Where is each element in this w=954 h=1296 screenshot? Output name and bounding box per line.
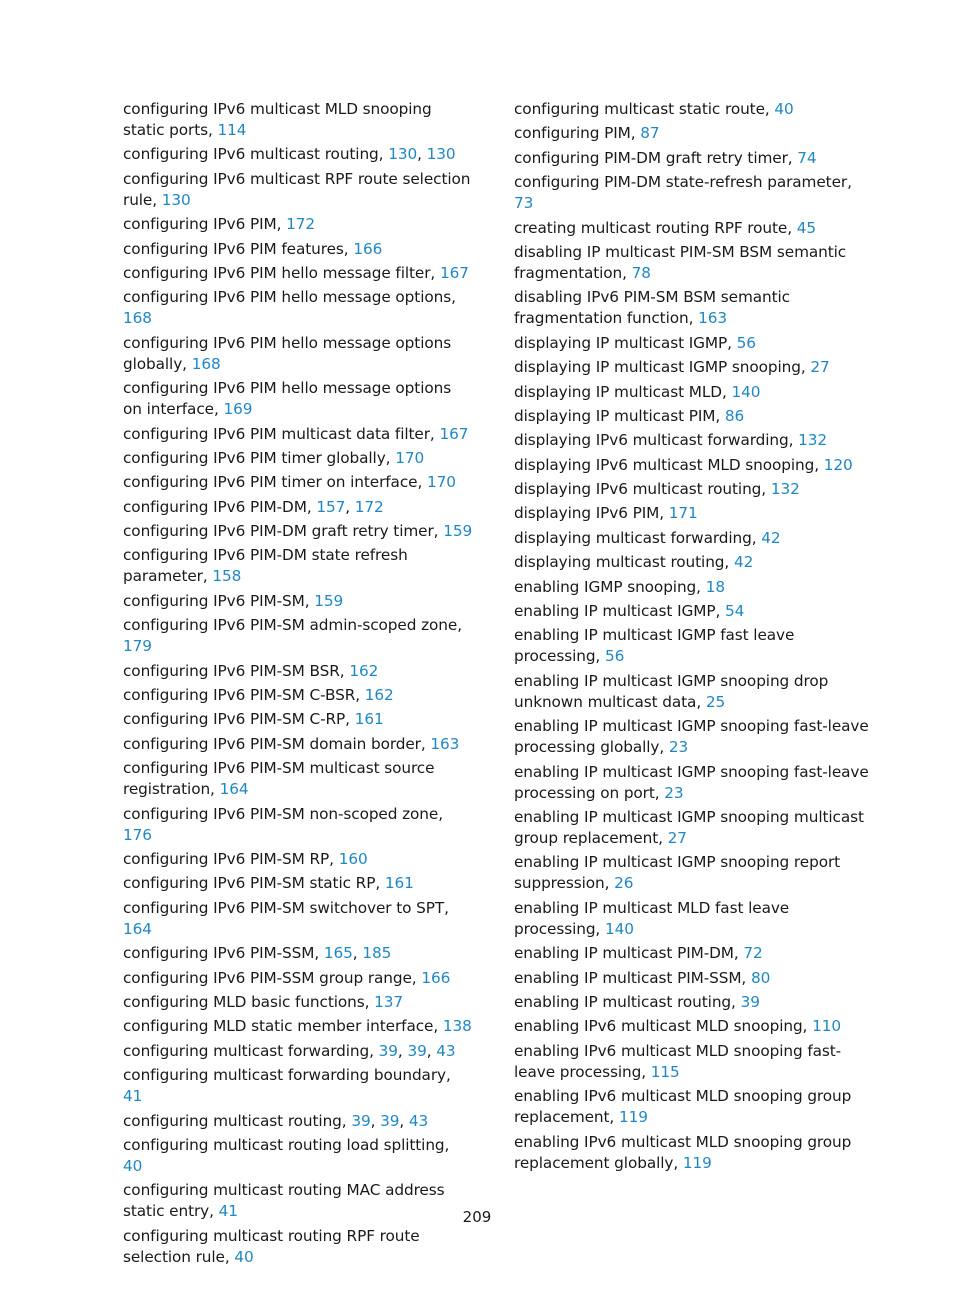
page-link[interactable]: 159 — [314, 591, 344, 610]
index-entry — [514, 1016, 874, 1037]
page-link[interactable]: 119 — [618, 1108, 648, 1127]
page-link[interactable]: 164 — [123, 919, 152, 938]
page-link[interactable]: 130 — [161, 190, 191, 209]
index-term: configuring IPv6 PIM-SM admin-scoped zone, — [123, 616, 462, 635]
page-link[interactable]: 130 — [426, 145, 456, 164]
page-link[interactable]: 162 — [364, 686, 394, 705]
page-link[interactable]: 42 — [761, 528, 781, 547]
index-entry — [514, 333, 874, 354]
index-term: displaying IP multicast PIM, — [514, 406, 725, 425]
index-entry — [123, 898, 473, 940]
page-link[interactable]: 78 — [631, 263, 651, 282]
index-entry — [123, 497, 473, 518]
page-separator: , — [417, 145, 427, 164]
page-link[interactable]: 167 — [439, 424, 469, 443]
index-entry — [514, 382, 874, 403]
page-link[interactable]: 86 — [724, 406, 745, 425]
page-link[interactable]: 167 — [439, 263, 469, 282]
index-entry — [123, 968, 473, 989]
index-entry — [514, 406, 874, 427]
index-entry — [514, 852, 874, 894]
index-term: creating multicast routing RPF route, — [514, 218, 797, 237]
index-entry — [123, 734, 473, 755]
index-entry — [123, 1135, 473, 1177]
index-term: configuring PIM, — [514, 124, 641, 143]
page-link[interactable]: 130 — [388, 145, 418, 164]
index-term: configuring IPv6 PIM features, — [123, 239, 354, 258]
index-term: configuring IPv6 PIM-SSM group range, — [123, 968, 422, 987]
index-entry — [123, 214, 473, 235]
index-term: configuring IPv6 multicast MLD snooping static ports, — [123, 100, 432, 139]
index-term: enabling IP multicast IGMP snooping report suppression, — [514, 853, 841, 893]
index-term: configuring IPv6 PIM-SM multicast source registration, — [123, 759, 435, 799]
page-link[interactable]: 87 — [640, 124, 660, 143]
index-term: enabling IP multicast IGMP snooping fast-leave processing on port, — [514, 762, 869, 802]
index-term: configuring IPv6 PIM-SM BSR, — [123, 661, 350, 680]
index-entry — [123, 849, 473, 870]
index-term: displaying IP multicast IGMP, — [514, 333, 737, 352]
index-entry — [123, 992, 473, 1013]
page-link[interactable]: 115 — [650, 1062, 680, 1081]
index-entry — [123, 661, 473, 682]
index-entry — [123, 448, 473, 469]
index-entry — [514, 172, 874, 214]
index-entry — [123, 263, 473, 284]
page-link[interactable]: 56 — [736, 333, 756, 352]
index-entry — [123, 1041, 473, 1062]
index-term: configuring multicast routing, — [123, 1111, 352, 1130]
page-link[interactable]: 163 — [430, 734, 460, 753]
page-link[interactable]: 119 — [682, 1153, 712, 1172]
index-entry — [514, 357, 874, 378]
index-entry — [514, 552, 874, 573]
index-term: configuring IPv6 PIM hello message options globally, — [123, 333, 452, 373]
index-entry — [514, 430, 874, 451]
index-term: configuring IPv6 PIM-SM switchover to SPT, — [123, 898, 449, 917]
index-term: configuring IPv6 PIM-SM C-RP, — [123, 710, 355, 729]
page-link[interactable]: 26 — [614, 874, 634, 893]
index-entry — [123, 758, 473, 800]
index-entry — [123, 943, 473, 964]
index-entry — [514, 601, 874, 622]
page-link[interactable]: 161 — [384, 874, 414, 893]
page-link[interactable]: 179 — [123, 637, 152, 656]
index-term: configuring IPv6 PIM-SM domain border, — [123, 734, 431, 753]
index-entry — [514, 242, 874, 284]
index-entry — [123, 99, 473, 141]
index-term: configuring multicast forwarding, — [123, 1041, 379, 1060]
page-link[interactable]: 43 — [436, 1041, 456, 1060]
page-link[interactable]: 169 — [223, 400, 253, 419]
index-term: configuring IPv6 PIM-SM static RP, — [123, 874, 385, 893]
index-term: enabling IP multicast IGMP snooping multicast group replacement, — [514, 807, 864, 847]
page-link[interactable]: 132 — [770, 480, 800, 499]
page-link[interactable]: 27 — [667, 828, 687, 847]
index-entry — [123, 144, 473, 165]
index-entry — [514, 762, 874, 804]
index-entry — [514, 287, 874, 329]
page-link[interactable]: 137 — [374, 992, 404, 1011]
index-entry — [514, 671, 874, 713]
index-term: enabling IPv6 multicast MLD snooping group replacement globally, — [514, 1132, 852, 1172]
page-link[interactable]: 171 — [668, 504, 698, 523]
page-link[interactable]: 43 — [408, 1111, 429, 1130]
page-link[interactable]: 56 — [604, 647, 625, 666]
index-entry — [123, 1111, 473, 1132]
index-term: enabling IP multicast PIM-DM, — [514, 944, 744, 963]
index-entry — [123, 591, 473, 612]
index-entry — [123, 424, 473, 445]
page-link[interactable]: 172 — [286, 215, 316, 234]
index-entry — [514, 807, 874, 849]
index-entry — [123, 521, 473, 542]
page-link[interactable]: 54 — [724, 602, 745, 621]
index-entry — [123, 472, 473, 493]
index-term: configuring IPv6 PIM-DM, — [123, 497, 317, 516]
index-term: enabling IPv6 multicast MLD snooping, — [514, 1017, 813, 1036]
index-term: displaying multicast forwarding, — [514, 528, 762, 547]
index-term: configuring IPv6 PIM timer on interface, — [123, 473, 427, 492]
index-entry — [514, 898, 874, 940]
index-term: displaying IPv6 PIM, — [514, 504, 669, 523]
index-entry — [514, 99, 874, 120]
page-link[interactable]: 132 — [798, 431, 828, 450]
index-entry — [514, 968, 874, 989]
page-link[interactable]: 25 — [705, 692, 726, 711]
page-link[interactable]: 164 — [219, 780, 249, 799]
page-link[interactable]: 160 — [338, 849, 368, 868]
page-link[interactable]: 168 — [191, 354, 221, 373]
index-entry — [514, 528, 874, 549]
index-term: enabling IP multicast IGMP snooping fast-leave processing globally, — [514, 717, 869, 757]
index-term: displaying IP multicast MLD, — [514, 382, 732, 401]
index-entry — [514, 455, 874, 476]
index-term: displaying IP multicast IGMP snooping, — [514, 358, 811, 377]
index-term: enabling IPv6 multicast MLD snooping group replacement, — [514, 1087, 852, 1127]
page-link[interactable]: 74 — [797, 148, 817, 167]
page-link[interactable]: 140 — [731, 382, 761, 401]
page-link[interactable]: 168 — [123, 309, 152, 328]
page-link[interactable]: 166 — [421, 968, 451, 987]
index-entry — [123, 239, 473, 260]
page-link[interactable]: 41 — [218, 1202, 238, 1221]
page-link[interactable]: 39 — [378, 1041, 398, 1060]
page-link[interactable]: 39 — [351, 1111, 371, 1130]
index-term: displaying IPv6 multicast routing, — [514, 480, 771, 499]
page-link[interactable]: 39 — [380, 1111, 400, 1130]
page-link[interactable]: 161 — [354, 710, 384, 729]
index-term: configuring IPv6 PIM hello message options on interface, — [123, 379, 452, 419]
page-link[interactable]: 138 — [442, 1017, 472, 1036]
index-term: enabling IP multicast IGMP snooping drop unknown multicast data, — [514, 671, 829, 711]
page-link[interactable]: 45 — [796, 218, 817, 237]
page-link[interactable]: 120 — [823, 455, 853, 474]
index-term: enabling IP multicast PIM-SSM, — [514, 968, 751, 987]
index-entry — [123, 378, 473, 420]
index-term: configuring IPv6 multicast routing, — [123, 145, 389, 164]
index-entry — [514, 1132, 874, 1174]
page-link[interactable]: 176 — [123, 825, 152, 844]
index-term: displaying IPv6 multicast forwarding, — [514, 431, 799, 450]
index-term: configuring MLD static member interface, — [123, 1017, 443, 1036]
index-term: configuring PIM-DM graft retry timer, — [514, 148, 798, 167]
page-link[interactable]: 40 — [774, 100, 794, 118]
index-term: configuring IPv6 PIM-SSM, — [123, 944, 324, 963]
index-entry — [123, 685, 473, 706]
page-link[interactable]: 23 — [664, 783, 684, 802]
page-link[interactable]: 159 — [443, 522, 473, 541]
page-link[interactable]: 185 — [362, 944, 392, 963]
index-term: configuring IPv6 PIM hello message options, — [123, 288, 456, 307]
index-term: configuring IPv6 multicast RPF route selection rule, — [123, 169, 471, 209]
index-column-right — [514, 99, 874, 1177]
index-entry — [123, 1016, 473, 1037]
page-link[interactable]: 27 — [810, 358, 830, 377]
index-entry — [123, 545, 473, 587]
index-column-left — [123, 99, 473, 1271]
index-term: disabling IPv6 PIM-SM BSM semantic fragmentation function, — [514, 288, 790, 328]
page-separator: , — [397, 1041, 408, 1060]
page-separator: , — [399, 1111, 409, 1130]
page-link[interactable]: 158 — [212, 567, 242, 586]
page-separator: , — [345, 497, 355, 516]
index-term: configuring IPv6 PIM-SM RP, — [123, 849, 339, 868]
index-term: enabling IGMP snooping, — [514, 577, 706, 596]
index-entry — [123, 804, 473, 846]
index-term: configuring IPv6 PIM multicast data filter, — [123, 424, 440, 443]
index-entry — [514, 577, 874, 598]
index-entry — [514, 218, 874, 239]
page-link[interactable]: 40 — [123, 1156, 143, 1175]
index-entry — [514, 123, 874, 144]
index-term: configuring IPv6 PIM hello message filter, — [123, 263, 440, 282]
page-separator: , — [352, 944, 363, 963]
index-entry — [123, 873, 473, 894]
index-term: configuring PIM-DM state-refresh parameter, — [514, 173, 852, 192]
index-term: configuring multicast routing MAC address static entry, — [123, 1181, 445, 1221]
index-term: enabling IP multicast IGMP, — [514, 602, 725, 621]
index-entry — [123, 333, 473, 375]
index-entry — [514, 1041, 874, 1083]
index-entry — [123, 1065, 473, 1107]
page-separator: , — [370, 1111, 381, 1130]
page-link[interactable]: 40 — [234, 1247, 254, 1266]
index-entry — [123, 1226, 473, 1268]
index-term: configuring MLD basic functions, — [123, 992, 375, 1011]
page-link[interactable]: 23 — [668, 738, 689, 757]
index-entry — [123, 615, 473, 657]
index-term: configuring IPv6 PIM-DM state refresh parameter, — [123, 546, 408, 586]
page-link[interactable]: 170 — [426, 473, 456, 492]
index-entry — [514, 1086, 874, 1128]
page-link[interactable]: 157 — [316, 497, 346, 516]
page-link[interactable]: 163 — [698, 309, 728, 328]
page-link[interactable]: 162 — [349, 661, 379, 680]
page-link[interactable]: 166 — [353, 239, 383, 258]
index-term: configuring IPv6 PIM-SM, — [123, 591, 315, 610]
index-term: enabling IP multicast MLD fast leave processing, — [514, 898, 790, 938]
index-term: configuring multicast routing RPF route selection rule, — [123, 1226, 420, 1266]
index-entry — [123, 287, 473, 329]
index-term: displaying IPv6 multicast MLD snooping, — [514, 455, 824, 474]
page-link[interactable]: 110 — [812, 1017, 841, 1036]
page-link[interactable]: 114 — [217, 121, 247, 139]
page-number: 209 — [462, 1208, 492, 1226]
index-entry — [514, 992, 874, 1013]
index-term: enabling IP multicast IGMP fast leave processing, — [514, 626, 795, 666]
page-link[interactable]: 42 — [733, 553, 754, 572]
index-entry — [514, 148, 874, 169]
index-term: configuring IPv6 PIM timer globally, — [123, 448, 396, 467]
page-link[interactable]: 170 — [395, 448, 425, 467]
index-term: configuring IPv6 PIM-SM non-scoped zone, — [123, 804, 443, 823]
index-entry — [514, 479, 874, 500]
index-entry — [514, 716, 874, 758]
index-entry — [123, 709, 473, 730]
index-term: disabling IP multicast PIM-SM BSM semantic fragmentation, — [514, 242, 847, 282]
page-link[interactable]: 72 — [743, 944, 763, 963]
index-term: displaying multicast routing, — [514, 553, 734, 572]
page-link[interactable]: 172 — [354, 497, 384, 516]
index-term: configuring IPv6 PIM-DM graft retry timer, — [123, 522, 444, 541]
index-term: enabling IP multicast routing, — [514, 992, 741, 1011]
page-link[interactable]: 39 — [740, 992, 760, 1011]
index-term: configuring IPv6 PIM, — [123, 215, 287, 234]
page-link[interactable]: 39 — [407, 1041, 427, 1060]
page-link[interactable]: 140 — [604, 919, 634, 938]
index-term: enabling IPv6 multicast MLD snooping fast-leave processing, — [514, 1041, 842, 1081]
index-entry — [123, 169, 473, 211]
page-separator: , — [426, 1041, 437, 1060]
index-term: configuring IPv6 PIM-SM C-BSR, — [123, 686, 365, 705]
index-entry — [514, 943, 874, 964]
page-link[interactable]: 165 — [323, 944, 353, 963]
index-term: configuring multicast static route, — [514, 100, 775, 118]
index-term: configuring multicast routing load splitting, — [123, 1135, 450, 1154]
page-link[interactable]: 73 — [514, 194, 534, 213]
page-link[interactable]: 41 — [123, 1087, 143, 1106]
index-term: configuring multicast forwarding boundary, — [123, 1066, 451, 1085]
index-entry — [514, 625, 874, 667]
page-link[interactable]: 18 — [705, 577, 725, 596]
page-link[interactable]: 80 — [750, 968, 771, 987]
index-entry — [514, 503, 874, 524]
